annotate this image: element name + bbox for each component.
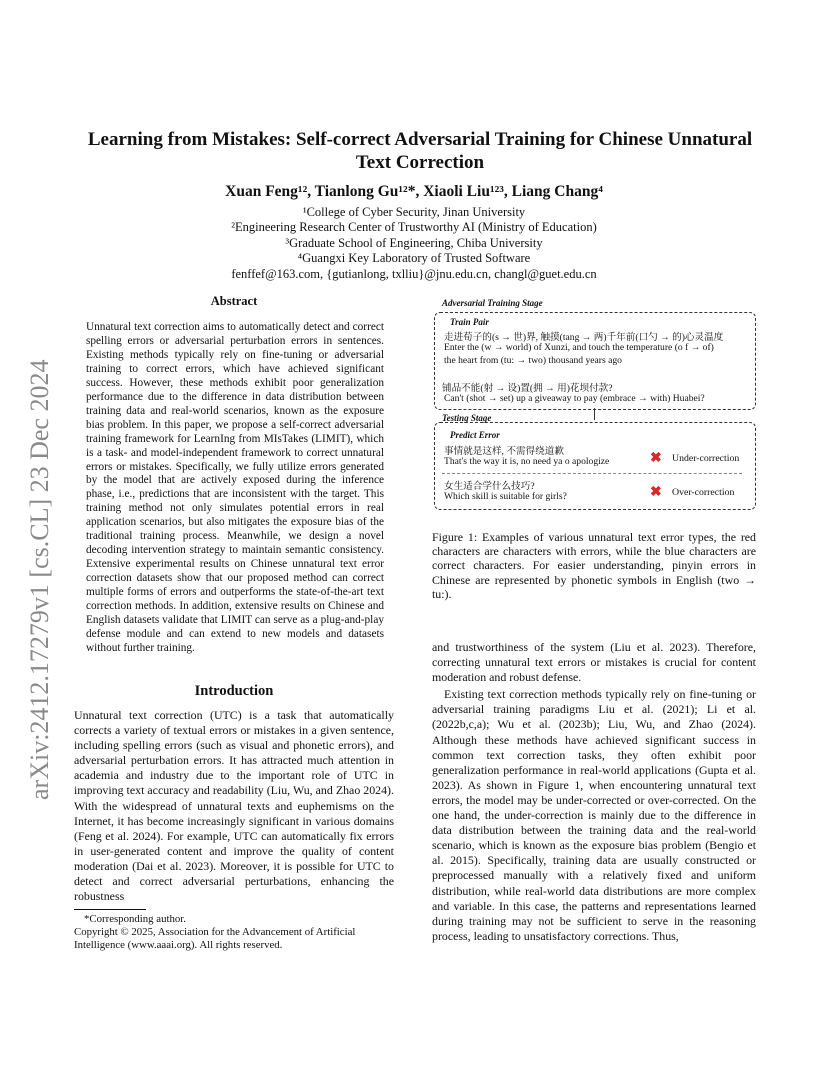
over-correction-cross-icon: ✖ xyxy=(650,485,662,500)
author-list: Xuan Feng¹², Tianlong Gu¹²*, Xiaoli Liu¹²³, Liang Chang⁴ xyxy=(225,183,603,200)
test-2-chinese: 女生适合学什么技巧? xyxy=(444,481,535,492)
under-correction-cross-icon: ✖ xyxy=(650,451,662,466)
testing-divider xyxy=(442,473,742,474)
footnote-rule xyxy=(74,909,146,910)
test-2-english: Which skill is suitable for girls? xyxy=(444,491,567,502)
train-pair-label: Train Pair xyxy=(450,317,489,327)
affiliation-2: ²Engineering Research Center of Trustworthy AI (Ministry of Education) xyxy=(231,220,597,235)
figure-1 xyxy=(428,296,760,516)
right-column-body xyxy=(432,640,756,944)
affiliation-3: ³Graduate School of Engineering, Chiba University xyxy=(285,235,543,250)
test-1-chinese: 事情就是这样, 不需得绕道歉 xyxy=(444,446,564,457)
adversarial-example-english: Can't (shot → set) up a giveaway to pay (embrace → with) Huabei? xyxy=(444,393,705,404)
under-correction-tag: Under-correction xyxy=(672,453,740,464)
right-paragraph-1: and trustworthiness of the system (Liu et al. 2023). Therefore, correcting unnatural text errors or mistakes is crucial for content moderation and robust defense. xyxy=(432,640,756,685)
arxiv-sidebar xyxy=(8,120,64,820)
adversarial-stage-label: Adversarial Training Stage xyxy=(442,298,543,308)
paper-title: Learning from Mistakes: Self-correct Adversarial Training for Chinese Unnatural Text Correction xyxy=(87,129,753,173)
train-pair-english-1: Enter the (w → world) of Xunzi, and touch the temperature (o f → of) xyxy=(444,342,714,353)
test-1-english: That's the way it is, no need ya o apologize xyxy=(444,456,610,467)
figure-1-caption: Figure 1: Examples of various unnatural text error types, the red characters are characters with errors, while the blue characters are correct characters. For easier understanding, pinyin errors in Chinese are represented by phonetic symbols in English (two → tu:). xyxy=(432,530,756,601)
train-pair-english-2: the heart from (tu: → two) thousand years ago xyxy=(444,355,622,366)
arxiv-id: arXiv:2412.17279v1 [cs.CL] 23 Dec 2024 xyxy=(25,359,54,800)
introduction-heading: Introduction xyxy=(194,683,274,699)
over-correction-tag: Over-correction xyxy=(672,487,735,498)
testing-stage-label: Testing Stage xyxy=(442,413,492,423)
copyright-notice: Copyright © 2025, Association for the Advancement of Artificial Intelligence (www.aaai.org). All rights reserved. xyxy=(74,926,356,952)
introduction-text: Unnatural text correction (UTC) is a task that automatically corrects a variety of textual errors or mistakes in a given sentence, including spelling errors (such as visual and phonetic errors), and adversarial perturbation errors. It has attracted much attention in academia and industry due to the important role of UTC in improving text accuracy and readability (Liu, Wu, and Zhao 2024). With the widespread of unnatural texts and euphemisms on the Internet, it has become increasingly significant in various domains (Feng et al. 2024). For example, UTC can automatically fix errors in user-generated content and improve the quality of content moderation (Dai et al. 2023). Moreover, it is possible for UTC to detect and correct adversarial perturbations, enhancing the robustness xyxy=(74,708,394,904)
abstract-heading: Abstract xyxy=(210,294,258,308)
affiliations xyxy=(70,205,758,282)
adversarial-example-chinese: 铺品不能(射 → 设)置(拥 → 用)花坝付款? xyxy=(442,383,613,394)
predict-error-label: Predict Error xyxy=(450,430,500,440)
abstract-text: Unnatural text correction aims to automatically detect and correct spelling errors or adversarial perturbation errors in sentences. Existing methods typically rely on fine-tuning or adversarial training to correct errors, which have achieved significant success. However, these methods exhibit poor generalization performance due to the difference in data distribution between training data and real-world scenarios, known as the exposure bias problem. In this paper, we propose a self-correct adversarial training framework for LearnIng from MIsTakes (LIMIT), which is a task- and model-independent framework to correct unnatural errors or mistakes. Specifically, we fully utilize errors generated by the model that are actively exposed during the inference phase, i.e., predictions that are inconsistent with the target. This training method not only simulates potential errors in real application scenarios, but also mitigates the exposure bias of the traditional training process. Meanwhile, we design a novel decoding intervention strategy to maintain semantic consistency. Extensive experimental results on Chinese unnatural text error correction datasets show that our proposed method can correct multiple forms of errors and outperforms the state-of-the-art text correction methods. In addition, extensive results on Chinese and English datasets validate that LIMIT can serve as a plug-and-play defense module and can extend to new models and datasets without further training. xyxy=(86,321,384,654)
affiliation-4: ⁴Guangxi Key Laboratory of Trusted Software xyxy=(297,251,531,266)
footnote xyxy=(74,913,396,953)
stage-connector xyxy=(594,408,595,420)
corresponding-author-note: *Corresponding author. xyxy=(84,913,186,925)
affiliation-1: ¹College of Cyber Security, Jinan University xyxy=(302,205,526,219)
right-paragraph-2: Existing text correction methods typically rely on fine-tuning or adversarial training paradigms Liu et al. (2021); Li et al. (2022b,c,a); Wu et al. (2023b); Liu, Wu, and Zhao (2024). Although these methods have achieved significant success in common text correction tasks, they often exhibit poor generalization performance in real-world applications (Gupta et al. 2023). As shown in Figure 1, when encountering unnatural text errors, the model may be under-corrected or over-corrected. On the one hand, the under-correction is mainly due to the difference in data distribution between the training data and the real-world scenario, which is known as the exposure bias problem (Bengio et al. 2015). Specifically, training data are usually constructed or preprocessed manually with a relatively fixed and uniform distribution, while real-world data distributions are more complex and variable. In this case, the patterns and representations learned during training may not be sufficient to serve in the reasoning process, leading to unsatisfactory corrections. Thus, xyxy=(432,687,756,943)
author-emails: fenffef@163.com, {gutianlong, txlliu}@jnu.edu.cn, changl@guet.edu.cn xyxy=(231,266,597,281)
train-pair-chinese: 走进荀子的(s → 世)界, 触摸(tang → 两)千年前(口勺 → 的)心灵温度 xyxy=(444,332,724,343)
